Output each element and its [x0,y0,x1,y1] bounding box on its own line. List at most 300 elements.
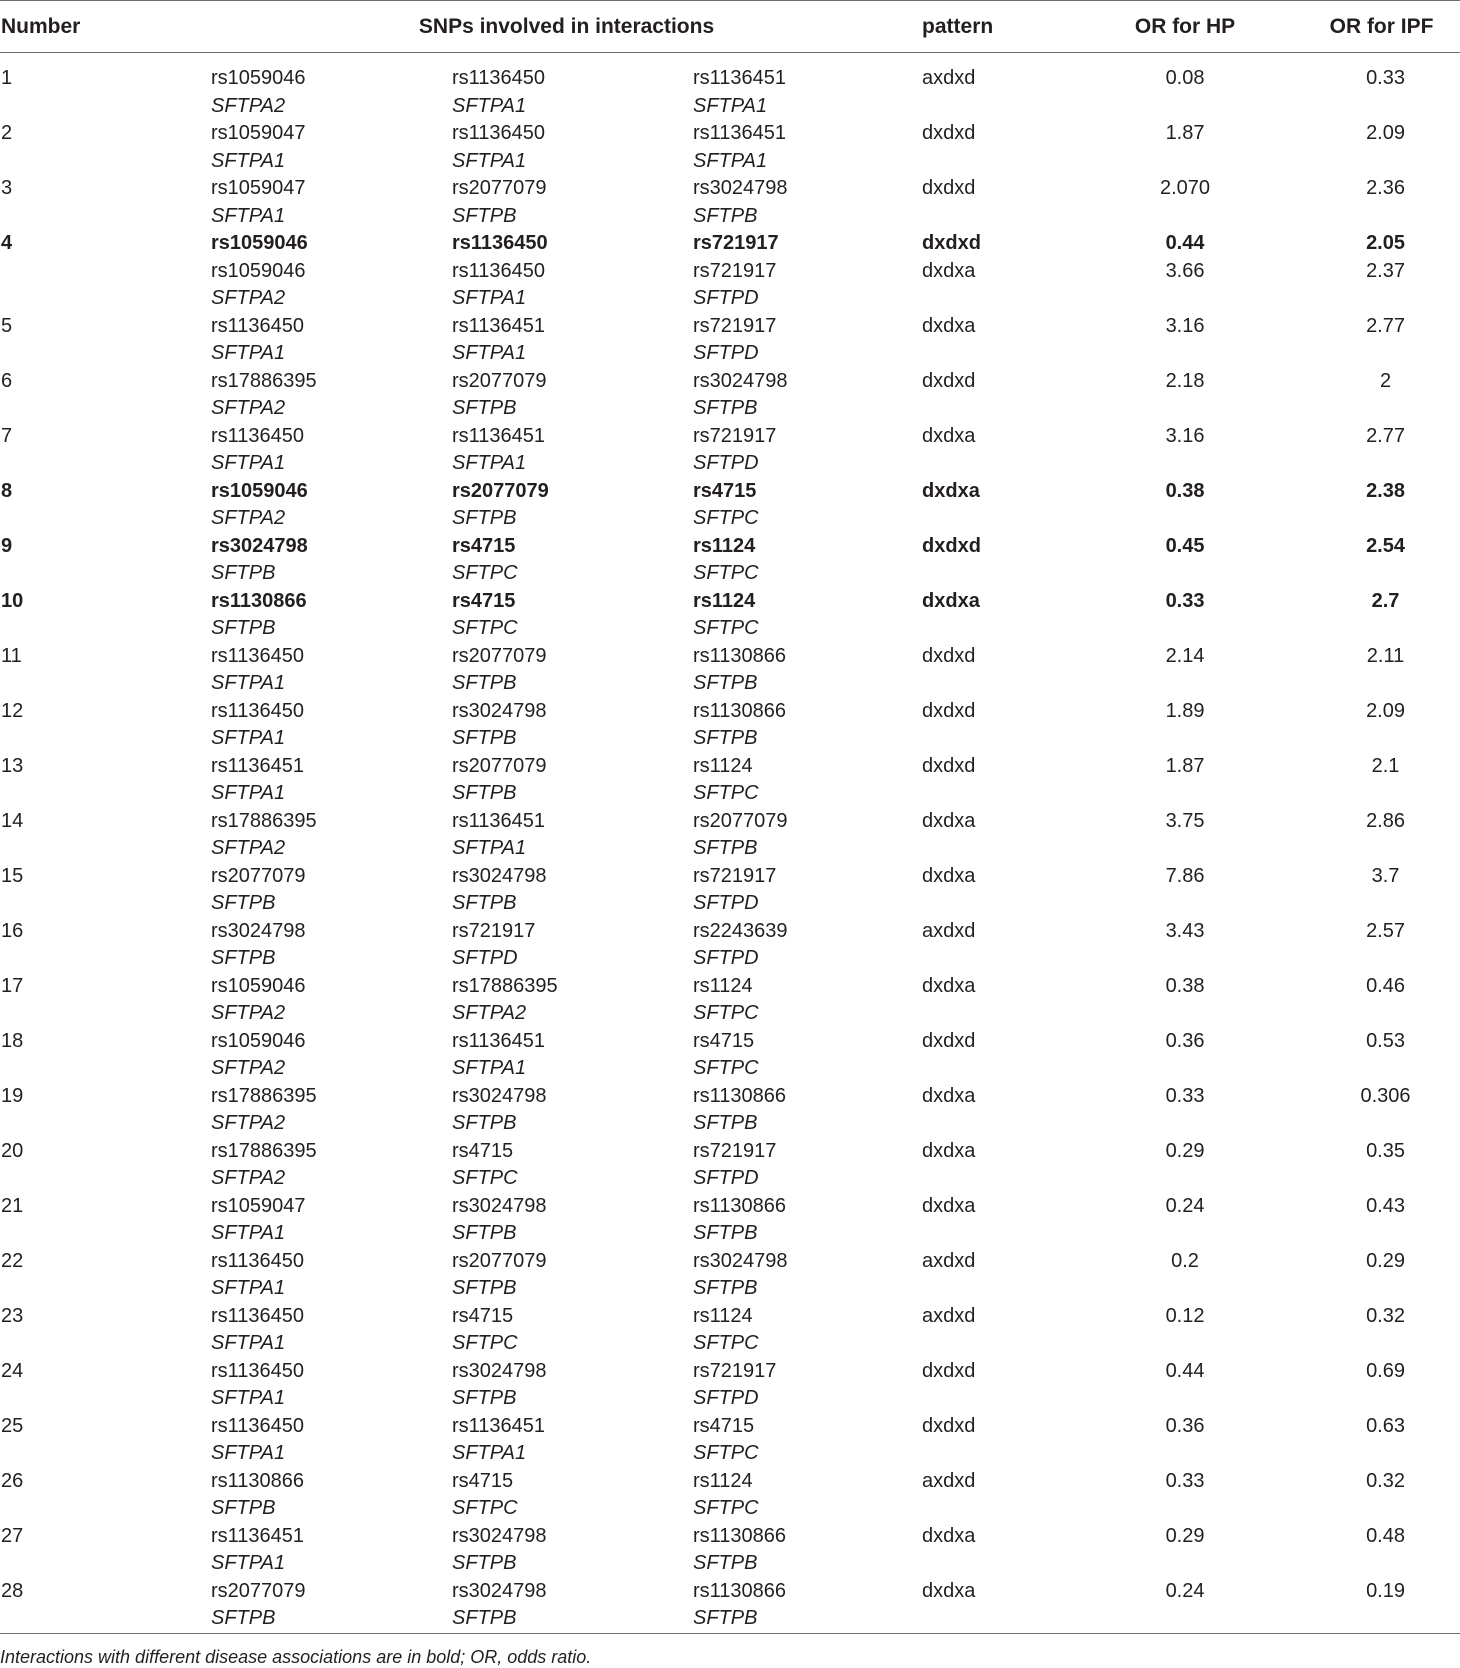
row-number-spacer [0,1165,211,1193]
pattern-value: dxdxd [922,754,976,777]
gene-name: SFTPD [452,947,518,969]
pattern-spacer [922,340,1067,368]
pattern-value: dxdxd [922,1029,976,1052]
gene-name: SFTPA1 [452,1057,527,1079]
or-ipf-spacer [1303,285,1460,313]
gene-name: SFTPA2 [211,507,286,529]
snp-id: rs1136450 [452,122,546,144]
pattern-value: dxdxa [922,589,980,612]
table-row-genes [0,1055,1460,1083]
row-number-spacer [0,203,211,231]
or-hp-spacer [1067,945,1303,973]
or-hp-value: 0.44 [1165,232,1205,254]
snp-id: rs1130866 [693,1579,787,1602]
row-number: 14 [1,809,24,832]
or-ipf-spacer [1303,340,1460,368]
pattern-spacer [922,1330,1067,1358]
gene-name: SFTPD [693,342,759,364]
row-number-spacer [0,1110,211,1138]
or-hp-spacer [1067,835,1303,863]
row-number-spacer [0,1495,211,1523]
or-ipf-spacer [1303,1055,1460,1083]
or-hp-spacer [1067,505,1303,533]
gene-name: SFTPA1 [693,149,768,172]
or-hp-spacer [1067,1550,1303,1578]
or-ipf-value: 0.32 [1366,1469,1405,1492]
gene-name: SFTPC [452,1497,518,1519]
or-hp-value: 0.29 [1165,1139,1205,1162]
pattern-value: dxdxa [922,1194,976,1217]
snp-id: rs1124 [693,589,756,612]
gene-name: SFTPC [693,1442,759,1464]
or-hp-spacer [1067,1275,1303,1303]
row-number: 8 [1,479,13,502]
or-hp-value: 3.16 [1165,314,1205,337]
gene-name: SFTPB [452,397,517,419]
gene-name: SFTPB [693,1112,758,1134]
or-hp-spacer [1067,1385,1303,1413]
gene-name: SFTPA1 [211,1277,286,1299]
table-row-genes [0,93,1460,121]
snp-id: rs4715 [452,1139,514,1162]
row-number-spacer [0,1440,211,1468]
or-hp-value: 0.08 [1165,67,1205,89]
row-number-spacer [0,1605,211,1633]
or-ipf-spacer [1303,1275,1460,1303]
pattern-spacer [922,1440,1067,1468]
gene-name: SFTPA1 [452,837,527,859]
row-number: 21 [1,1194,24,1217]
table-row-genes [0,725,1460,753]
or-ipf-spacer [1303,1330,1460,1358]
or-hp-value: 0.44 [1165,1359,1205,1382]
snp-id: rs3024798 [452,1359,547,1382]
or-hp-value: 0.12 [1165,1304,1205,1327]
pattern-spacer [922,1000,1067,1028]
pattern-value: dxdxd [922,232,981,254]
snp-id: rs4715 [693,1029,755,1052]
gene-name: SFTPA1 [211,1552,286,1574]
or-ipf-spacer [1303,1220,1460,1248]
gene-name: SFTPD [693,452,759,474]
or-hp-value: 1.87 [1165,754,1205,777]
snp-id: rs4715 [452,1304,514,1327]
pattern-value: dxdxa [922,259,976,282]
gene-name: SFTPB [452,507,517,529]
snp-id: rs1136451 [211,754,305,777]
snp-id: rs1130866 [211,1469,305,1492]
snp-id: rs1124 [693,1304,753,1327]
table-row [0,1138,1460,1166]
pattern-value: dxdxd [922,1414,976,1437]
table-row [0,1083,1460,1111]
snp-id: rs2077079 [452,479,549,502]
gene-name: SFTPB [452,204,517,227]
snp-id: rs1136450 [211,424,305,447]
table-row [0,1193,1460,1221]
or-hp-value: 3.43 [1165,919,1205,942]
snp-id: rs721917 [693,1359,777,1382]
snp-id: rs1124 [693,974,753,997]
gene-name: SFTPA1 [211,1332,286,1354]
or-hp-value: 3.75 [1165,809,1205,832]
snp-id: rs2077079 [452,644,547,667]
snp-id: rs3024798 [452,1084,547,1107]
or-ipf-value: 3.7 [1371,864,1400,887]
row-number: 28 [1,1579,24,1602]
gene-name: SFTPB [452,727,517,749]
or-hp-spacer [1067,615,1303,643]
or-hp-spacer [1067,670,1303,698]
gene-name: SFTPC [452,617,518,639]
row-number: 4 [1,232,13,254]
or-ipf-spacer [1303,1110,1460,1138]
pattern-spacer [922,1550,1067,1578]
or-hp-spacer [1067,780,1303,808]
or-ipf-spacer [1303,1605,1460,1633]
snp-id: rs17886395 [211,1139,317,1162]
or-hp-spacer [1067,1330,1303,1358]
gene-name: SFTPB [452,1277,517,1299]
table-row-genes [0,1605,1460,1633]
or-hp-value: 0.33 [1165,1469,1205,1492]
snp-id: rs1136450 [211,1304,305,1327]
pattern-value: axdxd [922,1249,976,1272]
row-number-spacer [0,1220,211,1248]
or-ipf-spacer [1303,93,1460,121]
pattern-spacer [922,615,1067,643]
gene-name: SFTPC [452,1167,518,1189]
table-row [0,1413,1460,1441]
table-row [0,423,1460,451]
snp-id: rs1136451 [693,122,787,144]
gene-name: SFTPC [693,1057,759,1079]
snp-id: rs721917 [452,919,536,942]
gene-name: SFTPB [452,1112,517,1134]
pattern-value: dxdxa [922,1579,976,1602]
or-ipf-spacer [1303,1000,1460,1028]
pattern-value: dxdxa [922,809,976,832]
row-number: 5 [1,314,13,337]
row-number [0,258,211,286]
snp-id: rs1136450 [211,314,305,337]
gene-name: SFTPB [693,397,758,419]
row-number-spacer [0,560,211,588]
table-row [0,313,1460,341]
gene-name: SFTPA1 [211,452,286,474]
table-row [0,1468,1460,1496]
gene-name: SFTPA1 [452,94,527,117]
row-number-spacer [0,340,211,368]
gene-name: SFTPB [211,947,276,969]
pattern-spacer [922,450,1067,478]
snp-id: rs3024798 [693,1249,788,1272]
row-number-spacer [0,93,211,121]
snp-id: rs721917 [693,1139,777,1162]
table-row-genes [0,615,1460,643]
snp-id: rs17886395 [211,369,317,392]
row-number-spacer [0,450,211,478]
snp-id: rs1059046 [211,974,306,997]
or-hp-value: 3.16 [1165,424,1205,447]
pattern-value: dxdxa [922,314,976,337]
pattern-spacer [922,670,1067,698]
gene-name: SFTPB [693,1277,758,1299]
snp-id: rs1124 [693,754,753,777]
gene-name: SFTPB [452,1222,517,1244]
snp-id: rs1136450 [452,259,546,282]
or-ipf-spacer [1303,780,1460,808]
or-ipf-value: 0.46 [1366,974,1405,997]
or-ipf-value: 2.36 [1366,177,1405,199]
or-hp-spacer [1067,1055,1303,1083]
gene-name: SFTPB [693,672,758,694]
row-number: 19 [1,1084,24,1107]
row-number: 17 [1,974,24,997]
snp-id: rs1130866 [693,699,787,722]
gene-name: SFTPA1 [211,204,286,227]
snp-id: rs1136451 [693,67,787,89]
table-row-genes [0,1330,1460,1358]
table-row-genes [0,890,1460,918]
pattern-spacer [922,1055,1067,1083]
table-row [0,698,1460,726]
pattern-spacer [922,835,1067,863]
snp-id: rs1136451 [452,424,546,447]
gene-name: SFTPD [693,1167,759,1189]
gene-name: SFTPA2 [211,1057,286,1079]
table-row [0,175,1460,203]
or-hp-spacer [1067,1110,1303,1138]
row-number-spacer [0,285,211,313]
snp-id: rs3024798 [452,1194,547,1217]
or-hp-value: 0.33 [1165,589,1205,612]
snp-id: rs721917 [693,424,777,447]
pattern-value: dxdxa [922,1139,976,1162]
row-number: 10 [1,589,24,612]
or-ipf-value: 0.33 [1366,67,1405,89]
table-row-genes [0,1220,1460,1248]
gene-name: SFTPA1 [211,672,286,694]
gene-name: SFTPA1 [211,149,286,172]
row-number: 20 [1,1139,24,1162]
header-pattern: pattern [922,1,1067,53]
snp-id: rs1124 [693,1469,753,1492]
snp-id: rs3024798 [452,1524,547,1547]
snp-id: rs721917 [693,864,777,887]
or-ipf-value: 2.57 [1366,919,1405,942]
row-number-spacer [0,395,211,423]
gene-name: SFTPD [693,947,759,969]
or-hp-value: 7.86 [1165,864,1205,887]
table-row-genes [0,450,1460,478]
pattern-value: axdxd [922,919,976,942]
snp-id: rs17886395 [452,974,558,997]
gene-name: SFTPC [452,562,518,584]
table-footnote: Interactions with different disease associations are in bold; OR, odds ratio. [0,1647,592,1667]
or-ipf-value: 0.306 [1360,1084,1411,1107]
pattern-value: dxdxd [922,369,976,392]
gene-name: SFTPA1 [452,149,527,172]
or-ipf-value: 2.77 [1366,314,1405,337]
snp-id: rs2077079 [452,754,547,777]
gene-name: SFTPA1 [211,1387,286,1409]
snp-id: rs1136451 [452,314,546,337]
pattern-value: dxdxd [922,644,976,667]
gene-name: SFTPA1 [211,1222,286,1244]
pattern-spacer [922,1165,1067,1193]
table-row-genes [0,835,1460,863]
table-row-genes [0,1440,1460,1468]
gene-name: SFTPA2 [211,1002,286,1024]
table-row [0,808,1460,836]
snp-id: rs1136450 [211,699,305,722]
or-ipf-value: 2.37 [1366,259,1405,282]
snp-id: rs1059046 [211,1029,306,1052]
table-row [0,1523,1460,1551]
gene-name: SFTPA1 [211,782,286,804]
table-row [0,120,1460,148]
pattern-value: dxdxa [922,864,976,887]
pattern-value: axdxd [922,1469,976,1492]
snp-id: rs1136451 [452,809,546,832]
snp-id: rs3024798 [211,919,306,942]
or-hp-spacer [1067,1495,1303,1523]
snp-id: rs1136451 [452,1414,546,1437]
row-number: 18 [1,1029,24,1052]
or-hp-value: 0.38 [1165,479,1205,502]
or-hp-value: 0.36 [1165,1414,1205,1437]
snp-id: rs3024798 [452,1579,547,1602]
snp-id: rs3024798 [452,864,547,887]
or-hp-value: 2.14 [1165,644,1205,667]
table-row-genes [0,945,1460,973]
snp-id: rs3024798 [452,699,547,722]
or-hp-spacer [1067,1605,1303,1633]
pattern-spacer [922,1110,1067,1138]
snp-id: rs4715 [693,1414,755,1437]
table-row-genes [0,1495,1460,1523]
pattern-spacer [922,560,1067,588]
pattern-spacer [922,1275,1067,1303]
gene-name: SFTPB [693,1222,758,1244]
table-row [0,368,1460,396]
row-number-spacer [0,1385,211,1413]
or-ipf-spacer [1303,1165,1460,1193]
or-ipf-spacer [1303,505,1460,533]
table-row [0,973,1460,1001]
row-number: 26 [1,1469,24,1492]
or-ipf-value: 2.38 [1366,479,1405,502]
row-number: 15 [1,864,24,887]
pattern-spacer [922,890,1067,918]
snp-id: rs1059047 [211,177,306,199]
gene-name: SFTPA1 [452,452,527,474]
row-number: 1 [1,67,13,89]
row-number: 13 [1,754,24,777]
pattern-value: dxdxa [922,479,980,502]
table-row [0,1303,1460,1331]
table-row-genes [0,1385,1460,1413]
snp-id: rs1124 [693,534,756,557]
gene-name: SFTPA1 [452,1442,527,1464]
table-row-genes [0,560,1460,588]
snp-id: rs1059046 [211,259,306,282]
table-row-genes [0,1165,1460,1193]
table-row-genes [0,780,1460,808]
or-hp-value: 0.33 [1165,1084,1205,1107]
gene-name: SFTPA2 [211,1112,286,1134]
table-row [0,1578,1460,1606]
gene-name: SFTPA1 [211,727,286,749]
pattern-spacer [922,93,1067,121]
gene-name: SFTPB [693,1552,758,1574]
pattern-value: dxdxd [922,122,976,144]
snp-id: rs2077079 [452,1249,547,1272]
or-hp-spacer [1067,560,1303,588]
or-hp-spacer [1067,148,1303,176]
or-hp-spacer [1067,1440,1303,1468]
row-number-spacer [0,1550,211,1578]
row-number-spacer [0,725,211,753]
table-row [0,863,1460,891]
header-snps: SNPs involved in interactions [211,1,922,53]
or-ipf-spacer [1303,725,1460,753]
gene-name: SFTPB [452,782,517,804]
row-number-spacer [0,780,211,808]
gene-name: SFTPB [211,1605,452,1633]
gene-name: SFTPC [693,507,759,529]
gene-name: SFTPB [452,1605,693,1633]
gene-name: SFTPB [452,892,517,914]
or-hp-value: 0.24 [1165,1579,1205,1602]
gene-name: SFTPB [211,617,276,639]
snp-id: rs2077079 [452,177,547,199]
or-hp-spacer [1067,890,1303,918]
table-row [0,258,1460,286]
or-hp-value: 2.070 [1160,177,1211,199]
header-number: Number [0,1,211,53]
snp-id: rs3024798 [693,369,788,392]
table-row [0,478,1460,506]
or-hp-spacer [1067,93,1303,121]
gene-name: SFTPC [452,1332,518,1354]
or-hp-spacer [1067,1165,1303,1193]
or-hp-value: 0.38 [1165,974,1205,997]
table-row [0,918,1460,946]
row-number: 6 [1,369,13,392]
table-row [0,533,1460,561]
row-number: 9 [1,534,13,557]
snp-id: rs1136450 [211,1249,305,1272]
or-hp-spacer [1067,285,1303,313]
row-number-spacer [0,148,211,176]
pattern-spacer [922,148,1067,176]
table-header-row [0,1,1460,53]
gene-name: SFTPA2 [452,1002,527,1024]
snp-id: rs1136450 [211,1359,305,1382]
or-hp-spacer [1067,450,1303,478]
table-row [0,1028,1460,1056]
snp-id: rs1059047 [211,122,306,144]
pattern-spacer [922,1605,1067,1633]
table-row-genes [0,1110,1460,1138]
snp-id: rs1130866 [693,1084,787,1107]
table-row [0,643,1460,671]
or-ipf-spacer [1303,203,1460,231]
gene-name: SFTPA1 [211,1442,286,1464]
gene-name: SFTPC [693,617,759,639]
